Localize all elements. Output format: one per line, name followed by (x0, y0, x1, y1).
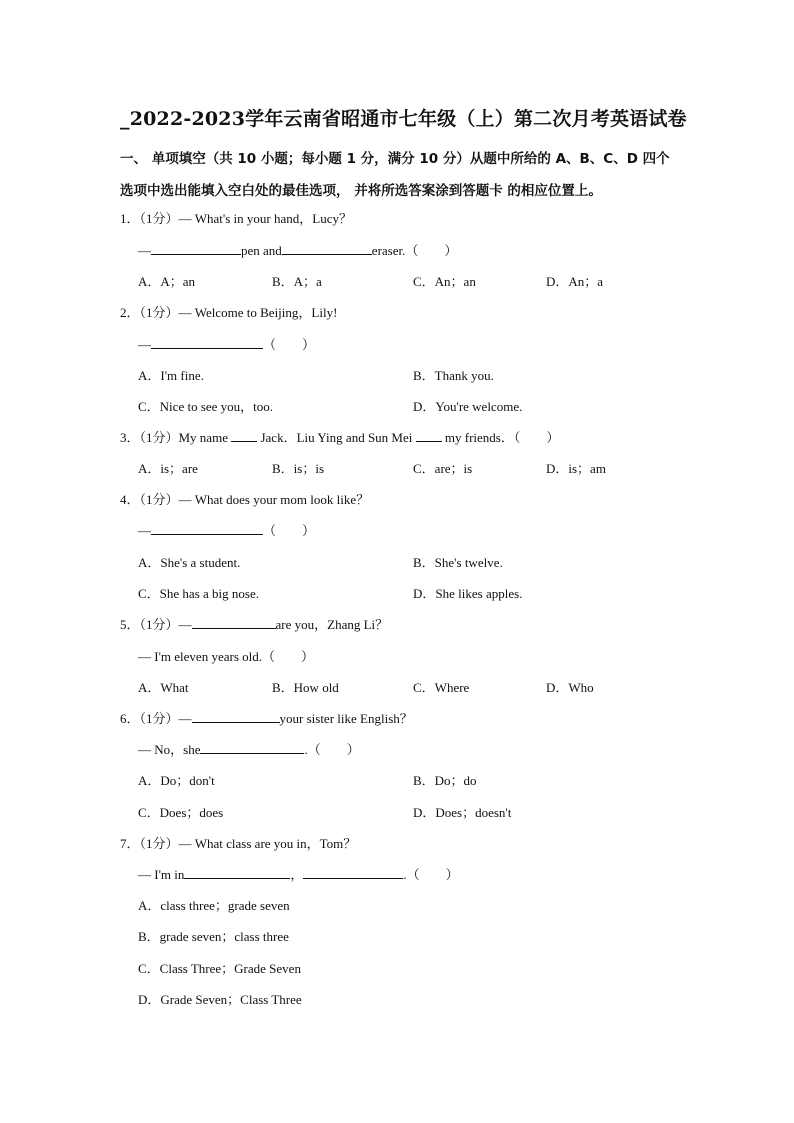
question-3-option-a: A．is；are (138, 461, 198, 476)
answer-text: — I'm in (138, 867, 185, 882)
question-6-stem (120, 708, 413, 727)
question-2-option-a: A．I'm fine. (138, 368, 204, 383)
question-7-answer-line (138, 864, 459, 883)
question-6-option-d: D．Does；doesn't (413, 805, 512, 820)
question-2-stem: 2．（1分）— Welcome to Beijing，Lily! (120, 305, 338, 320)
answer-text: （ ） (263, 523, 316, 538)
answer-blank (184, 866, 290, 879)
question-1-option-d: D．An；a (546, 274, 604, 289)
answer-blank (151, 522, 263, 535)
question-7-option-c: C．Class Three；Grade Seven (138, 961, 301, 976)
stem-text: your sister like English？ (279, 711, 413, 726)
stem-text: Jack．Liu Ying and Sun Mei (260, 430, 413, 445)
question-1-option-a: A．A；an (138, 274, 196, 289)
question-3-option-c: C．are；is (413, 461, 473, 476)
question-6-option-b: B．Do；do (413, 773, 477, 788)
answer-blank (200, 741, 304, 754)
answer-text: — No，she (138, 742, 201, 757)
question-6-option-c: C．Does；does (138, 805, 224, 820)
question-7-stem: 7．（1分）— What class are you in，Tom？ (120, 836, 357, 851)
question-3-stem (120, 427, 559, 446)
question-4-option-d: D．She likes apples. (413, 586, 523, 601)
stem-text: 5．（1分）— (120, 617, 192, 632)
question-5-option-d: D．Who (546, 680, 594, 695)
question-3-option-d: D．is；am (546, 461, 606, 476)
question-3-option-b: B．is；is (272, 461, 325, 476)
question-7-option-a: A．class three；grade seven (138, 898, 290, 913)
stem-text: are you，Zhang Li？ (275, 617, 389, 632)
question-2-option-d: D．You're welcome. (413, 399, 523, 414)
stem-blank (192, 710, 280, 723)
answer-blank (282, 242, 372, 255)
question-5-option-c: C．Where (413, 680, 470, 695)
question-6-answer-line (138, 739, 360, 758)
question-5-stem (120, 614, 388, 633)
question-2-option-b: B．Thank you. (413, 368, 494, 383)
question-1-answer-line (138, 240, 457, 259)
section-heading: 一、 单项填空（共 10 小题；每小题 1 分，满分 10 分）从题中所给的 A、B、C、D 四个选项中选出能填入空白处的最佳选项， 并将所选答案涂到答题卡 的相应位置上。 (120, 151, 670, 199)
question-4-option-a: A．She's a student. (138, 555, 241, 570)
answer-text: .（ ） (304, 742, 360, 757)
question-2-option-c: C．Nice to see you，too. (138, 399, 274, 414)
question-5-option-a: A．What (138, 680, 189, 695)
stem-blank (231, 429, 257, 442)
answer-text: pen and (241, 243, 282, 258)
stem-text: 6．（1分）— (120, 711, 192, 726)
answer-text: ， (290, 867, 304, 882)
answer-blank (151, 336, 263, 349)
question-4-option-c: C．She has a big nose. (138, 586, 259, 601)
question-2-answer-line (138, 334, 315, 353)
question-1-option-b: B．A；a (272, 274, 322, 289)
stem-blank (192, 616, 276, 629)
stem-text: my friends．（ ） (444, 430, 560, 445)
exam-title: _2022-2023学年云南省昭通市七年级（上）第二次月考英语试卷 (120, 108, 687, 130)
question-1-option-c: C．An；an (413, 274, 476, 289)
question-4-option-b: B．She's twelve. (413, 555, 503, 570)
question-7-option-b: B．grade seven；class three (138, 929, 289, 944)
question-6-option-a: A．Do；don't (138, 773, 215, 788)
question-4-stem: 4．（1分）— What does your mom look like？ (120, 492, 370, 507)
answer-text: eraser.（ ） (371, 243, 458, 258)
question-5-answer-line: — I'm eleven years old.（ ） (138, 649, 314, 664)
question-7-option-d: D．Grade Seven；Class Three (138, 992, 302, 1007)
answer-dash: — (138, 337, 151, 352)
answer-dash: — (138, 523, 151, 538)
answer-blank (303, 866, 403, 879)
question-1-stem: 1．（1分）— What's in your hand，Lucy？ (120, 211, 352, 226)
question-5-option-b: B．How old (272, 680, 339, 695)
question-4-answer-line (138, 520, 315, 539)
stem-text: 3．（1分）My name (120, 430, 228, 445)
stem-blank (416, 429, 442, 442)
answer-dash: — (138, 243, 151, 258)
answer-text: .（ ） (403, 867, 459, 882)
answer-text: （ ） (263, 337, 316, 352)
answer-blank (151, 242, 241, 255)
